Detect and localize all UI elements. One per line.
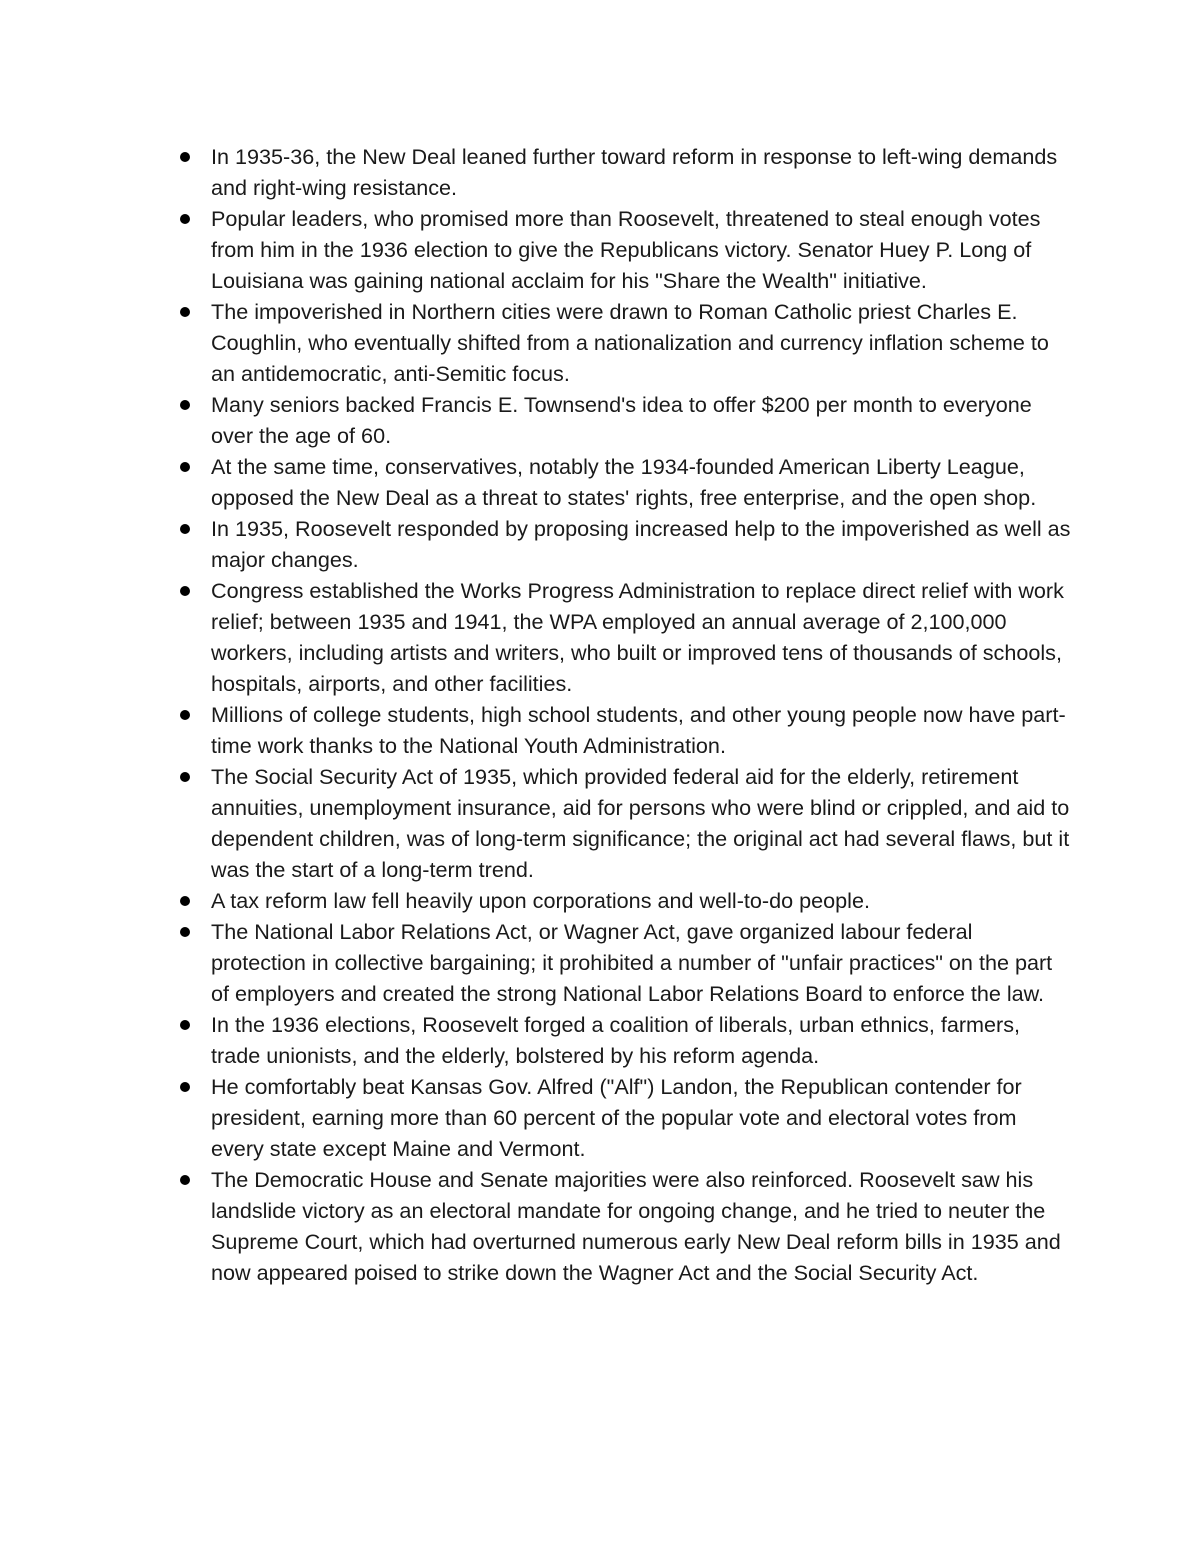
bullet-text: The Democratic House and Senate majorities were also reinforced. Roosevelt saw his landslide victory as an electoral mandate for ongoing change, and he tried to neuter the Supreme Court, which had overturned numerous early New Deal reform bills in 1935 and now appeared poised to strike down the Wagner Act and the Social Security Act. xyxy=(211,1167,1061,1285)
bullet-text: The National Labor Relations Act, or Wagner Act, gave organized labour federal protection in collective bargaining; it prohibited a number of "unfair practices" on the part of employers and created the strong National Labor Relations Board to enforce the law. xyxy=(211,919,1053,1006)
bullet-icon xyxy=(180,152,190,162)
bullet-text: Congress established the Works Progress Administration to replace direct relief with work relief; between 1935 and 1941, the WPA employed an annual average of 2,100,000 workers, including artists and writers, who built or improved tens of thousands of schools, hospitals, airports, and other facilities. xyxy=(211,578,1064,696)
bullet-icon xyxy=(180,772,190,782)
list-item xyxy=(211,885,1071,916)
list-item xyxy=(211,1071,1071,1164)
bullet-icon xyxy=(180,1020,190,1030)
bullet-icon xyxy=(180,896,190,906)
list-item xyxy=(211,1009,1071,1071)
bullet-text: In the 1936 elections, Roosevelt forged a coalition of liberals, urban ethnics, farmers, trade unionists, and the elderly, bolstered by his reform agenda. xyxy=(211,1012,1021,1068)
list-item xyxy=(211,916,1071,1009)
list-item xyxy=(211,203,1071,296)
list-item xyxy=(211,513,1071,575)
list-item xyxy=(211,1164,1071,1288)
bullet-icon xyxy=(180,1175,190,1185)
bullet-icon xyxy=(180,307,190,317)
bullet-icon xyxy=(180,214,190,224)
list-item xyxy=(211,141,1071,203)
bullet-icon xyxy=(180,710,190,720)
bullet-text: In 1935, Roosevelt responded by proposing increased help to the impoverished as well as major changes. xyxy=(211,516,1071,572)
bullet-text: The Social Security Act of 1935, which provided federal aid for the elderly, retirement annuities, unemployment insurance, aid for persons who were blind or crippled, and aid to dependent children, was of long-term significance; the original act had several flaws, but it was the start of a long-term trend. xyxy=(211,764,1070,882)
bullet-text: A tax reform law fell heavily upon corporations and well-to-do people. xyxy=(211,888,870,913)
bullet-icon xyxy=(180,586,190,596)
bullet-icon xyxy=(180,400,190,410)
list-item xyxy=(211,761,1071,885)
bullet-text: He comfortably beat Kansas Gov. Alfred ("Alf") Landon, the Republican contender for president, earning more than 60 percent of the popular vote and electoral votes from every state except Maine and Vermont. xyxy=(211,1074,1022,1161)
list-item xyxy=(211,699,1071,761)
list-item xyxy=(211,296,1071,389)
bullet-text: In 1935-36, the New Deal leaned further toward reform in response to left-wing demands and right-wing resistance. xyxy=(211,144,1058,200)
bullet-icon xyxy=(180,462,190,472)
bullet-text: The impoverished in Northern cities were drawn to Roman Catholic priest Charles E. Coughlin, who eventually shifted from a nationalization and currency inflation scheme to an antidemocratic, anti-Semitic focus. xyxy=(211,299,1049,386)
bullet-icon xyxy=(180,1082,190,1092)
bullet-list xyxy=(211,141,1071,1288)
bullet-icon xyxy=(180,927,190,937)
bullet-text: Many seniors backed Francis E. Townsend's idea to offer $200 per month to everyone over the age of 60. xyxy=(211,392,1032,448)
list-item xyxy=(211,451,1071,513)
bullet-text: At the same time, conservatives, notably the 1934-founded American Liberty League, opposed the New Deal as a threat to states' rights, free enterprise, and the open shop. xyxy=(211,454,1037,510)
list-item xyxy=(211,575,1071,699)
bullet-icon xyxy=(180,524,190,534)
bullet-text: Popular leaders, who promised more than Roosevelt, threatened to steal enough votes from him in the 1936 election to give the Republicans victory. Senator Huey P. Long of Louisiana was gaining national acclaim for his "Share the Wealth" initiative. xyxy=(211,206,1041,293)
list-item xyxy=(211,389,1071,451)
bullet-text: Millions of college students, high school students, and other young people now have part-time work thanks to the National Youth Administration. xyxy=(211,702,1066,758)
